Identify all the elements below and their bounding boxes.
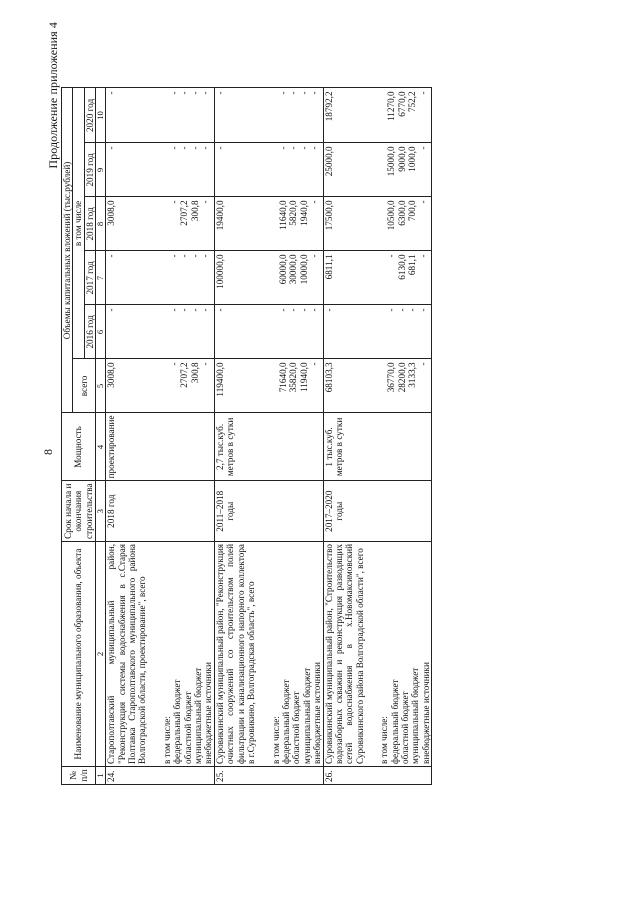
value-2019-breakdown: - [288,146,299,150]
value-2017-main: 6811,1 [323,254,334,280]
funding-source-label: федеральный бюджет [389,679,400,764]
value-2016-breakdown: - [189,308,200,312]
construction-term [323,481,432,542]
value-2016-breakdown [159,308,169,356]
value-2016-breakdown: - [308,308,319,312]
value-2016-main: - [214,308,225,312]
header-including: в том числе [73,88,84,359]
value-2016-breakdown: - [277,308,288,312]
object-name-cell [106,542,215,767]
value-2020-breakdown: - [179,91,190,95]
value-2020-breakdown: 6770,0 [396,91,407,117]
funding-source-label: областной бюджет [182,691,193,764]
col-number: 3 [96,481,106,542]
value-total-breakdown: - [417,362,428,366]
object-name: Суровикинский муниципальный район, "Строительство водозаборных скважин и реконструкция разводящих сетей водоснабжения в х.Новомаксимовский Суровикинского района Волгоградской области", всего [323,544,365,764]
value-2017 [214,251,323,305]
table-row [106,88,215,785]
value-total-breakdown: 2707,2 [179,362,190,388]
object-name-cell [323,542,432,767]
col-number: 8 [96,197,106,251]
header-year-2019: 2019 год [84,143,95,197]
value-2018 [106,197,215,251]
value-2016-breakdown: - [417,308,428,312]
value-2020-breakdown: - [200,91,211,95]
row-number-text: 24. [106,770,117,782]
value-2018-breakdown [376,200,386,248]
value-2016 [214,305,323,359]
column-number-row [96,88,106,785]
header-year-2018: 2018 год [84,197,95,251]
value-2018-breakdown: 10500,0 [386,200,397,231]
value-total-breakdown: - [169,362,180,366]
funding-source-label: муниципальный бюджет [410,667,421,764]
value-2016-main: - [323,308,334,312]
value-2020-breakdown: - [169,91,180,95]
value-2019-breakdown: - [308,146,319,150]
value-2016-breakdown [267,308,277,356]
value-total-breakdown [376,362,386,410]
row-number [106,767,215,785]
value-2020-breakdown: - [308,91,319,95]
funding-source-label: внебюджетные источники [312,662,323,764]
value-2019-breakdown [267,146,277,194]
construction-term-text: 2011–2018 годы [214,490,236,532]
value-2019-main: - [106,146,117,150]
value-2016-breakdown: - [200,308,211,312]
value-2016-breakdown [376,308,386,356]
value-2020-breakdown [267,91,277,140]
value-2017-breakdown: 6130,0 [396,254,407,280]
row-number [323,767,432,785]
value-2017-breakdown: - [169,254,180,258]
value-2020 [214,88,323,143]
value-total-breakdown: 35820,0 [288,362,299,393]
value-2017-breakdown [376,254,386,302]
value-2019-breakdown: - [277,146,288,150]
value-2020-breakdown: - [417,91,428,95]
funding-source-label: федеральный бюджет [172,679,183,764]
value-2017-breakdown: - [200,254,211,258]
header-year-2016: 2016 год [84,305,95,359]
value-total-main: 68103,3 [323,362,334,393]
value-total-breakdown: 300,8 [189,362,200,384]
value-2020 [106,88,215,143]
value-total-breakdown: 36770,0 [386,362,397,393]
col-number: 7 [96,251,106,305]
funding-source-label: областной бюджет [291,691,302,764]
value-2017-breakdown: 681,1 [407,254,418,276]
construction-term-text: 2017–2020 годы [323,490,344,532]
value-2019-breakdown: - [179,146,190,150]
capacity-text: 1 тыс.куб. метров в сутки [323,417,344,477]
value-2018-breakdown [267,200,277,248]
value-2017-breakdown [159,254,169,302]
value-total-breakdown [267,362,277,410]
value-2016-breakdown: - [179,308,190,312]
value-2019-breakdown: 9000,0 [396,146,407,172]
header-term: Срок начала и окончания строительства [62,481,96,542]
value-2019-main: - [214,146,225,150]
value-2018-breakdown: 1940,0 [298,200,309,226]
row-number-text: 26. [323,770,334,782]
header-volumes: Объемы капитальных вложений (тыс.рублей) [62,88,73,413]
value-2020-breakdown: 11270,0 [386,91,397,121]
value-2019-breakdown: - [298,146,309,150]
value-total-main: 3008,0 [106,362,117,388]
value-2017-breakdown: - [308,254,319,258]
value-2019-breakdown [159,146,169,194]
value-2018-breakdown: 2707,2 [179,200,190,226]
header-capacity: Мощность [62,413,96,481]
value-2016-breakdown: - [169,308,180,312]
value-total-main: 119400,0 [214,362,225,397]
funding-source-label: внебюджетные источники [203,662,214,764]
row-number-text: 25. [214,770,225,782]
header-num: № п/п [62,767,96,785]
value-2018-breakdown: - [308,200,319,204]
value-2016-breakdown: - [288,308,299,312]
header-year-2017: 2017 год [84,251,95,305]
value-total-breakdown: - [308,362,319,366]
value-total [323,359,432,413]
value-2018 [214,197,323,251]
value-2020-main: - [214,91,225,95]
value-2018-breakdown: 5820,0 [288,200,299,226]
col-number: 2 [96,542,106,767]
construction-term-text: 2018 год [106,494,117,528]
value-2016-breakdown: - [396,308,407,312]
value-total-breakdown: 3133,3 [407,362,418,388]
capacity-text: 2,7 тыс.куб. метров в сутки [214,417,236,477]
value-2020-breakdown: - [189,91,200,95]
header-year-2020: 2020 год [84,88,95,143]
value-2018-breakdown: - [200,200,211,204]
col-number: 6 [96,305,106,359]
value-2017-breakdown: 10000,0 [298,254,309,285]
value-total-breakdown: 28200,0 [396,362,407,393]
value-2019-breakdown: - [189,146,200,150]
capacity-text: проектирование [106,415,117,479]
header-row-1 [62,88,73,785]
value-2018-main: 19400,0 [214,200,225,231]
value-2020-breakdown: - [277,91,288,95]
value-2016-breakdown: - [298,308,309,312]
col-number: 5 [96,359,106,413]
table-row [323,88,432,785]
funding-source-label: внебюджетные источники [420,662,431,764]
value-2020-breakdown [376,91,386,140]
capacity [214,413,323,481]
value-2018 [323,197,432,251]
value-total-breakdown: 71640,0 [277,362,288,393]
value-2017-breakdown: - [386,254,397,258]
value-2019-breakdown [376,146,386,194]
value-2016-main: - [106,308,117,312]
value-2018-main: 17500,0 [323,200,334,231]
construction-term [214,481,323,542]
object-name: Суровикинский муниципальный район, "Реконструкция очистных сооружений со строительством полей фильтрации и канализационного напорного коллектора в г.Суровикино, Волгоградская область", всего [214,544,257,764]
page-number: 8 [41,449,55,455]
value-2017 [106,251,215,305]
funding-source-label: муниципальный бюджет [301,667,312,764]
value-2017-main: 100000,0 [214,254,225,289]
value-2017-main: - [106,254,117,258]
value-total-breakdown [159,362,169,410]
col-number: 10 [96,88,106,143]
value-total [214,359,323,413]
continuation-title: Продолжение приложения 4 [46,22,60,169]
header-name: Наименование муниципального образования, объекта [62,542,96,767]
header-total: всего [73,359,96,413]
value-2018-breakdown: - [169,200,180,204]
value-2016 [323,305,432,359]
funding-source-label: в том числе: [379,716,390,764]
value-2020-breakdown: - [298,91,309,95]
funding-source-label: федеральный бюджет [280,679,291,764]
value-total [106,359,215,413]
value-2018-breakdown: 300,8 [189,200,200,222]
value-2018-breakdown [159,200,169,248]
capacity [323,413,432,481]
object-name-cell [214,542,323,767]
row-number [214,767,323,785]
capacity [106,413,215,481]
value-2020 [323,88,432,143]
value-2020-breakdown: 752,2 [407,91,418,113]
funding-source-label: в том числе: [270,716,281,764]
col-number: 1 [96,767,106,785]
value-2019 [214,143,323,197]
value-2019-breakdown: - [200,146,211,150]
value-2016-breakdown: - [407,308,418,312]
value-2019-breakdown: 15000,0 [386,146,397,177]
value-total-breakdown: - [200,362,211,366]
value-total-breakdown: 11940,0 [298,362,309,392]
value-2020-main: - [106,91,117,95]
value-2016 [106,305,215,359]
col-number: 9 [96,143,106,197]
value-2017-breakdown: - [179,254,190,258]
table-row [214,88,323,785]
value-2017-breakdown: - [189,254,200,258]
value-2018-breakdown: - [417,200,428,204]
value-2019-breakdown: - [417,146,428,150]
value-2017 [323,251,432,305]
value-2018-breakdown: 6300,0 [396,200,407,226]
value-2019-main: 25000,0 [323,146,334,177]
funding-source-label: областной бюджет [399,691,410,764]
funding-source-label: муниципальный бюджет [193,667,204,764]
capital-investment-table [61,87,432,785]
value-2020-breakdown [159,91,169,140]
value-2017-breakdown [267,254,277,302]
value-2020-main: 18792,2 [323,91,334,122]
value-2019 [106,143,215,197]
value-2017-breakdown: - [417,254,428,258]
value-2019-breakdown: - [169,146,180,150]
value-2018-breakdown: 700,0 [407,200,418,222]
value-2020-breakdown: - [288,91,299,95]
value-2017-breakdown: 60000,0 [277,254,288,285]
value-2019-breakdown: 1000,0 [407,146,418,172]
value-2018-breakdown: 11640,0 [277,200,288,230]
value-2016-breakdown: - [386,308,397,312]
funding-source-label: в том числе: [161,716,172,764]
value-2018-main: 3008,0 [106,200,117,226]
object-name: Старополтавский муниципальный район, "Реконструкция системы водоснабжения в с.Старая Полтавка Старополтавского муниципального района Волгоградской области, проектирование", всего [106,544,148,764]
value-2019 [323,143,432,197]
col-number: 4 [96,413,106,481]
value-2017-breakdown: 30000,0 [288,254,299,285]
construction-term [106,481,215,542]
